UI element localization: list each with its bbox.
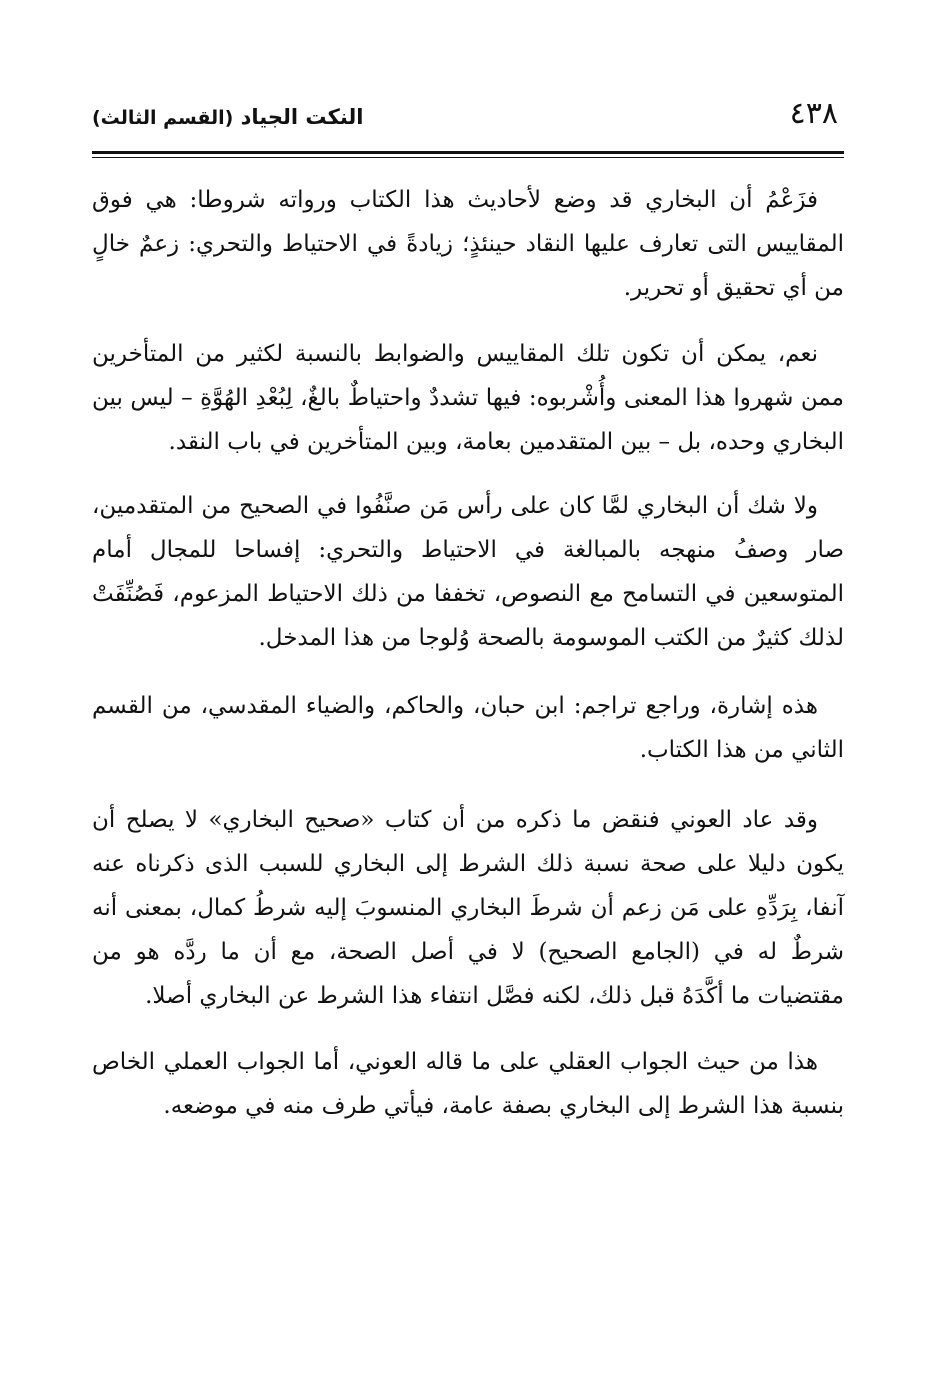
page-header	[92, 88, 844, 148]
section-label: (القسم الثالث)	[92, 107, 234, 129]
header-rule	[92, 151, 844, 154]
page-number: ٤٣٨	[789, 96, 838, 131]
paragraph-text: ولا شك أن البخاري لمَّا كان على رأس مَن صنَّفُوا في الصحيح من المتقدمين، صار وصفُ منهجه بالمبالغة في الاحتياط والتحري: إفساحا للمجال أمام المتوسعين في التسامح مع النصوص، تخففا من ذلك الاحتياط المزعوم، فَصُنِّفَتْ لذلك كثيرٌ من الكتب الموسومة بالصحة وُلوجا من هذا المدخل.	[92, 493, 844, 651]
header-rule-thin	[92, 157, 844, 158]
running-title	[92, 102, 364, 133]
paragraph	[92, 1040, 844, 1128]
body-text	[92, 178, 844, 1154]
paragraph-text: فزَعْمُ أن البخاري قد وضع لأحاديث هذا الكتاب ورواته شروطا: هي فوق المقاييس التى تعارف عليها النقاد حينئذٍ؛ زيادةً في الاحتياط والتحري: زعمٌ خالٍ من أي تحقيق أو تحرير.	[92, 187, 844, 301]
paragraph	[92, 178, 844, 310]
paragraph	[92, 484, 844, 660]
book-title: النكت الجياد	[240, 105, 364, 129]
paragraph	[92, 798, 844, 1018]
paragraph	[92, 684, 844, 772]
paragraph-text: هذا من حيث الجواب العقلي على ما قاله العوني، أما الجواب العملي الخاص بنسبة هذا الشرط إلى البخاري بصفة عامة، فيأتي طرف منه في موضعه.	[92, 1049, 844, 1119]
paragraph-text: نعم، يمكن أن تكون تلك المقاييس والضوابط بالنسبة لكثير من المتأخرين ممن شهروا هذا المعنى وأُشْربوه: فيها تشددٌ واحتياطٌ بالغٌ، لِبُعْدِ الهُوَّةِ – ليس بين البخاري وحده، بل – بين المتقدمين بعامة، وبين المتأخرين في باب النقد.	[92, 341, 844, 455]
paragraph	[92, 332, 844, 464]
paragraph-text: وقد عاد العوني فنقض ما ذكره من أن كتاب «صحيح البخاري» لا يصلح أن يكون دليلا على صحة نسبة ذلك الشرط إلى البخاري للسبب الذى ذكرناه عنه آنفا، بِرَدِّهِ على مَن زعم أن شرطَ البخاري المنسوبَ إليه شرطُ كمال، بمعنى أنه شرطٌ له في (الجامع الصحيح) لا في أصل الصحة، مع أن ما ردَّه هو من مقتضيات ما أكَّدَهُ قبل ذلك، لكنه فصَّل انتفاء هذا الشرط عن البخاري أصلا.	[92, 807, 844, 1009]
paragraph-text: هذه إشارة، وراجع تراجم: ابن حبان، والحاكم، والضياء المقدسي، من القسم الثاني من هذا الكتاب.	[92, 693, 844, 763]
